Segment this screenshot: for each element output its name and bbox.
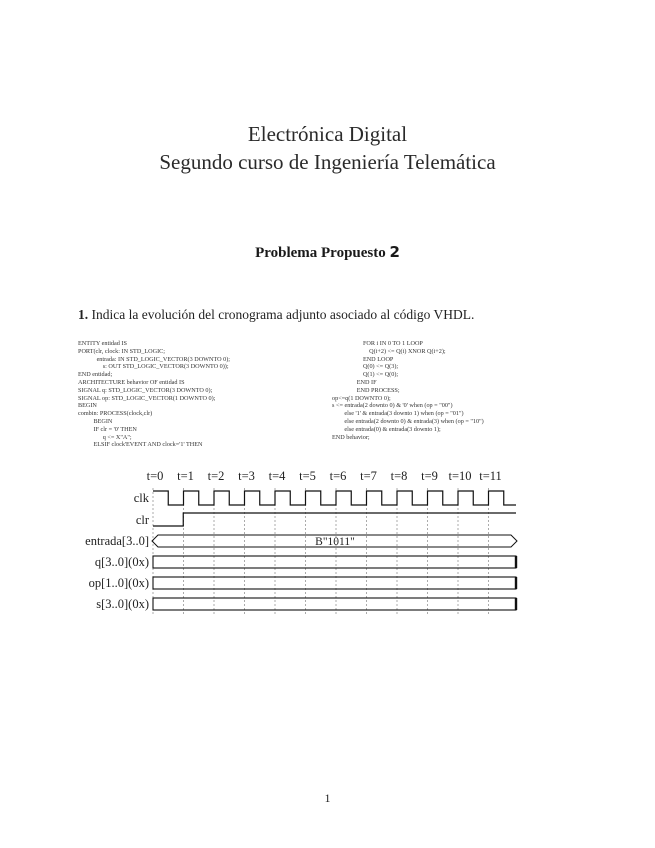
time-label: t=7 [360, 469, 377, 483]
signal-label: q[3..0](0x) [94, 555, 149, 569]
code-line: s: OUT STD_LOGIC_VECTOR(3 DOWNTO 0)); [78, 363, 229, 371]
code-line: combin: PROCESS(clock,clr) [78, 410, 153, 418]
time-label: t=4 [268, 469, 286, 483]
page-number: 1 [324, 791, 331, 805]
time-label: t=0 [146, 469, 164, 483]
code-line: s <= entrada(2 downto 0) & '0' when (op = "00") [332, 402, 453, 410]
code-line: IF clr = '0' THEN [78, 425, 137, 433]
clr-waveform [153, 513, 516, 526]
question-number: 1. [78, 307, 89, 322]
code-line: END behavior; [332, 433, 370, 441]
vhdl-code-right [332, 340, 484, 441]
time-label: t=1 [177, 469, 194, 483]
code-line: END entidad; [78, 371, 113, 379]
problem-heading [0, 243, 655, 262]
code-line: SIGNAL op: STD_LOGIC_VECTOR(1 DOWNTO 0); [78, 394, 216, 402]
q-bus [153, 556, 516, 568]
signal-label: entrada[3..0] [85, 534, 149, 548]
code-line: ELSIF clock'EVENT AND clock='1' THEN [78, 441, 203, 449]
code-line: PORT(clr, clock: IN STD_LOGIC; [78, 347, 166, 355]
question-text: Indica la evolución del cronograma adjunto asociado al código VHDL. [91, 307, 475, 322]
code-line: Q(1) <= Q(0); [332, 371, 399, 379]
clk-waveform [153, 491, 516, 505]
code-line: q <= X"A"; [78, 433, 132, 441]
code-line: SIGNAL q: STD_LOGIC_VECTOR(3 DOWNTO 0); [78, 386, 213, 394]
op-bus [153, 577, 516, 589]
signal-label: op[1..0](0x) [88, 576, 149, 590]
code-line: op<=q(1 DOWNTO 0); [332, 394, 391, 402]
code-line: FOR i IN 0 TO 1 LOOP [332, 340, 423, 347]
code-line: ENTITY entidad IS [78, 340, 127, 347]
signal-label: s[3..0](0x) [96, 597, 149, 611]
course-subtitle: Segundo curso de Ingeniería Telemática [159, 150, 496, 174]
code-line: else entrada(2 downto 0) & entrada(3) when (op = "10") [332, 417, 484, 425]
code-line: entrada: IN STD_LOGIC_VECTOR(3 DOWNTO 0); [78, 355, 231, 363]
code-line: else '1' & entrada(3 downto 1) when (op = "01") [332, 410, 464, 418]
time-label: t=10 [448, 469, 472, 483]
time-label: t=5 [299, 469, 316, 483]
signal-label: clk [133, 491, 149, 505]
time-label: t=11 [479, 469, 502, 483]
code-line: END IF [332, 378, 377, 386]
time-label: t=9 [421, 469, 438, 483]
code-line: END PROCESS; [332, 386, 400, 394]
time-label: t=2 [207, 469, 225, 483]
code-line: Q(i+2) <= Q(i) XNOR Q(i+2); [332, 347, 446, 355]
course-title: Electrónica Digital [247, 122, 408, 146]
question [78, 307, 474, 323]
time-label: t=3 [238, 469, 255, 483]
code-line: BEGIN [78, 417, 113, 425]
entrada-value: B"1011" [315, 536, 355, 548]
timing-diagram [0, 466, 655, 626]
code-line: BEGIN [78, 402, 97, 410]
signal-label: clr [135, 513, 149, 527]
vhdl-code-left [78, 340, 230, 449]
time-label: t=6 [329, 469, 347, 483]
problem-number: 2 [389, 243, 400, 261]
time-label: t=8 [390, 469, 408, 483]
s-bus [153, 598, 516, 610]
code-line: else entrada(0) & entrada(3 downto 1); [332, 425, 441, 433]
code-line: Q(0) <= Q(3); [332, 363, 399, 371]
code-line: END LOOP [332, 355, 394, 363]
code-line: ARCHITECTURE behavior OF entidad IS [78, 378, 185, 386]
problem-label: Problema Propuesto [255, 245, 386, 261]
